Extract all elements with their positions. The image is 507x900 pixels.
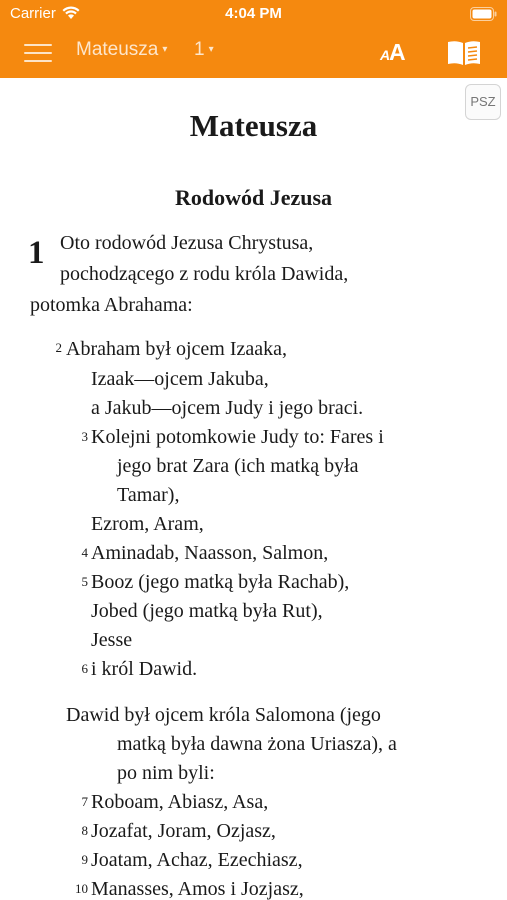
chevron-down-icon: ▾	[208, 44, 214, 55]
verse-line: Oto rodowód Jezusa Chrystusa,	[60, 232, 314, 254]
verse-line: a Jakub—ojcem Judy i jego braci.	[91, 397, 364, 419]
verse-line: Izaak—ojcem Jakuba,	[91, 368, 269, 390]
verse-line: Dawid był ojcem króla Salomona (jego	[66, 704, 381, 726]
verse-line: i król Dawid.	[91, 658, 198, 680]
bible-version-button[interactable]: PSZ	[465, 84, 501, 120]
verse-line: Abraham był ojcem Izaaka,	[66, 338, 288, 360]
verse-line: po nim byli:	[117, 762, 215, 784]
verse-line: Tamar),	[117, 484, 180, 506]
chapter-selector[interactable]	[194, 39, 214, 61]
chapter-selector-label: 1	[194, 39, 205, 60]
book-selector-label: Mateusza	[76, 39, 159, 60]
hamburger-menu-icon[interactable]	[24, 41, 54, 65]
verse-line: Aminadab, Naasson, Salmon,	[91, 542, 329, 564]
verse-number: 9	[81, 852, 88, 867]
chapter-number: 1	[28, 235, 45, 271]
verse-number: 3	[81, 429, 88, 444]
carrier-label: Carrier	[10, 5, 56, 22]
reading-pane[interactable]	[0, 78, 507, 900]
open-book-icon[interactable]	[446, 39, 482, 67]
verse-line: Jesse	[91, 629, 133, 651]
font-size-button[interactable]	[380, 38, 408, 66]
font-size-small-a: A	[380, 47, 391, 63]
verse-line: jego brat Zara (ich matką była	[117, 455, 359, 477]
verse-number: 2	[55, 340, 62, 355]
verse-line: Booz (jego matką była Rachab),	[91, 571, 350, 593]
verse-number: 7	[81, 794, 88, 809]
verse-line: Jozafat, Joram, Ozjasz,	[91, 820, 276, 842]
verse-line: matką była dawna żona Uriasza), a	[117, 733, 397, 755]
verse-number: 5	[81, 574, 88, 589]
verse-line: Kolejni potomkowie Judy to: Fares i	[91, 426, 384, 448]
verse-line: pochodzącego z rodu króla Dawida,	[60, 263, 349, 285]
verse-line: Manasses, Amos i Jozjasz,	[91, 878, 304, 900]
clock: 4:04 PM	[225, 5, 282, 22]
font-size-large-a: A	[389, 39, 406, 65]
battery-icon	[470, 7, 497, 21]
verse-line: Roboam, Abiasz, Asa,	[91, 791, 269, 813]
book-selector[interactable]	[76, 39, 167, 61]
verse-line: Ezrom, Aram,	[91, 513, 204, 535]
verse-number: 10	[75, 881, 88, 896]
verse-line: potomka Abrahama:	[30, 294, 193, 316]
verse-line: Jobed (jego matką była Rut),	[91, 600, 323, 622]
section-heading: Rodowód Jezusa	[174, 185, 333, 210]
verse-number: 4	[81, 545, 88, 560]
verse-number: 6	[81, 661, 88, 676]
verse-line: Joatam, Achaz, Ezechiasz,	[91, 849, 303, 871]
status-bar	[0, 0, 507, 28]
chevron-down-icon: ▾	[162, 44, 168, 55]
book-title: Mateusza	[189, 108, 318, 143]
navigation-bar	[0, 28, 507, 78]
verse-number: 8	[81, 823, 88, 838]
